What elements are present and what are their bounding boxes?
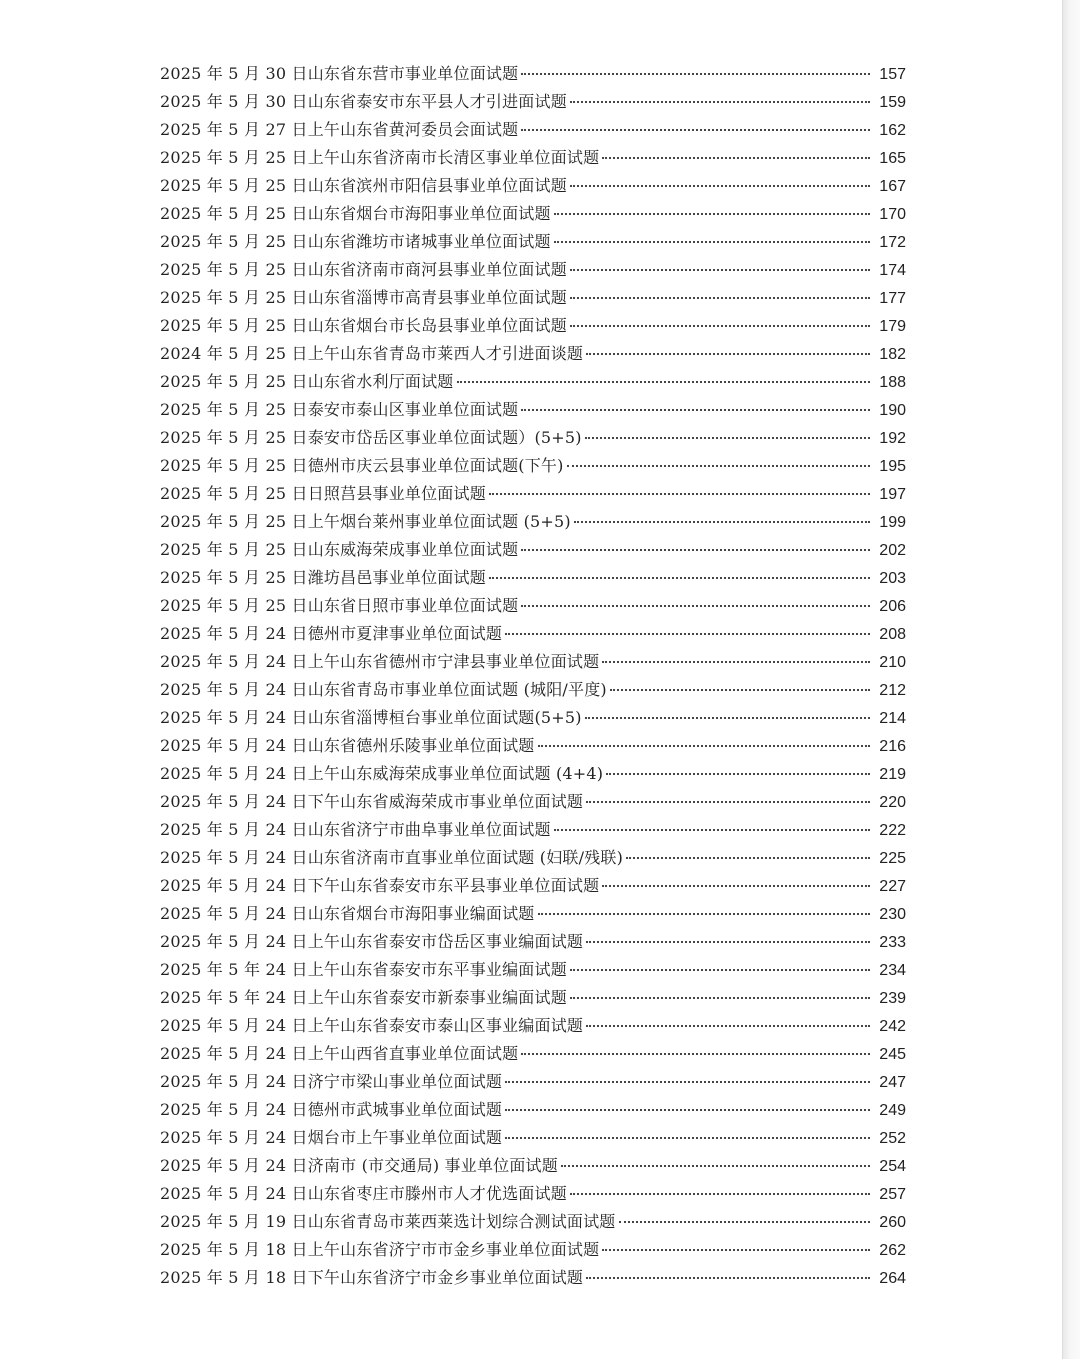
toc-dot-leader	[554, 829, 870, 831]
toc-entry-title: 2025 年 5 月 24 日山东省德州乐陵事业单位面试题	[160, 736, 535, 755]
toc-entry	[160, 284, 906, 312]
toc-dot-leader	[538, 913, 871, 915]
toc-dot-leader	[554, 213, 870, 215]
toc-dot-leader	[602, 157, 870, 159]
toc-entry-title: 2025 年 5 年 24 日上午山东省泰安市东平事业编面试题	[160, 960, 567, 979]
toc-entry-page-number: 214	[879, 710, 906, 727]
toc-entry	[160, 1012, 906, 1040]
toc-entry-page-number: 260	[879, 1214, 906, 1231]
toc-entry-title: 2025 年 5 月 25 日泰安市泰山区事业单位面试题	[160, 400, 519, 419]
toc-dot-leader	[626, 857, 870, 859]
toc-dot-leader	[586, 941, 870, 943]
toc-entry-title: 2025 年 5 月 25 日泰安市岱岳区事业单位面试题）(5+5)	[160, 428, 582, 447]
toc-entry-page-number: 230	[879, 906, 906, 923]
toc-entry-page-number: 262	[879, 1242, 906, 1259]
toc-entry-title: 2025 年 5 月 24 日上午山东威海荣成事业单位面试题 (4+4)	[160, 764, 604, 783]
toc-dot-leader	[538, 745, 871, 747]
toc-entry-page-number: 242	[879, 1018, 906, 1035]
toc-entry	[160, 788, 906, 816]
toc-entry	[160, 900, 906, 928]
toc-dot-leader	[570, 997, 870, 999]
toc-dot-leader	[574, 521, 870, 523]
toc-entry-page-number: 264	[879, 1270, 906, 1287]
toc-entry-title: 2025 年 5 月 25 日山东省日照市事业单位面试题	[160, 596, 519, 615]
toc-entry	[160, 984, 906, 1012]
toc-entry-page-number: 182	[879, 346, 906, 363]
toc-entry	[160, 760, 906, 788]
toc-dot-leader	[570, 969, 870, 971]
toc-entry-title: 2025 年 5 月 25 日德州市庆云县事业单位面试题(下午)	[160, 456, 564, 475]
toc-entry-page-number: 227	[879, 878, 906, 895]
toc-entry-title: 2025 年 5 月 25 日山东省烟台市海阳事业单位面试题	[160, 204, 551, 223]
toc-entry-title: 2025 年 5 月 25 日山东威海荣成事业单位面试题	[160, 540, 519, 559]
toc-entry-title: 2025 年 5 月 25 日山东省潍坊市诸城事业单位面试题	[160, 232, 551, 251]
toc-entry	[160, 620, 906, 648]
toc-entry-title: 2025 年 5 月 24 日济南市 (市交通局) 事业单位面试题	[160, 1156, 558, 1175]
toc-dot-leader	[602, 661, 870, 663]
toc-entry-page-number: 249	[879, 1102, 906, 1119]
toc-entry-page-number: 257	[879, 1186, 906, 1203]
toc-dot-leader	[586, 1277, 870, 1279]
toc-entry-title: 2025 年 5 月 24 日山东省济南市直事业单位面试题 (妇联/残联)	[160, 848, 624, 867]
toc-dot-leader	[521, 409, 870, 411]
toc-entry-title: 2025 年 5 月 24 日上午山东省泰安市岱岳区事业编面试题	[160, 932, 584, 951]
toc-entry-title: 2025 年 5 月 24 日烟台市上午事业单位面试题	[160, 1128, 503, 1147]
page-edge-shadow	[1062, 0, 1080, 1359]
toc-entry-page-number: 170	[879, 206, 906, 223]
toc-entry-page-number: 206	[879, 598, 906, 615]
toc-entry-page-number: 225	[879, 850, 906, 867]
toc-entry-title: 2025 年 5 月 25 日日照莒县事业单位面试题	[160, 484, 486, 503]
toc-entry-title: 2025 年 5 月 24 日山东省烟台市海阳事业编面试题	[160, 904, 535, 923]
toc-entry	[160, 564, 906, 592]
toc-entry-page-number: 239	[879, 990, 906, 1007]
toc-entry-page-number: 245	[879, 1046, 906, 1063]
toc-entry-page-number: 192	[879, 430, 906, 447]
toc-dot-leader	[586, 1025, 870, 1027]
toc-entry-title: 2025 年 5 月 24 日上午山东省德州市宁津县事业单位面试题	[160, 652, 600, 671]
toc-entry-title: 2025 年 5 月 24 日上午山东省泰安市泰山区事业编面试题	[160, 1016, 584, 1035]
toc-entry-page-number: 208	[879, 626, 906, 643]
toc-entry	[160, 1180, 906, 1208]
toc-entry	[160, 172, 906, 200]
toc-entry-title: 2025 年 5 月 25 日山东省滨州市阳信县事业单位面试题	[160, 176, 567, 195]
toc-entry-title: 2025 年 5 月 24 日山东省济宁市曲阜事业单位面试题	[160, 820, 551, 839]
toc-entry	[160, 704, 906, 732]
toc-entry	[160, 1236, 906, 1264]
toc-entry	[160, 1096, 906, 1124]
toc-entry-page-number: 157	[879, 66, 906, 83]
toc-entry-page-number: 222	[879, 822, 906, 839]
toc-entry	[160, 424, 906, 452]
toc-entry	[160, 368, 906, 396]
toc-dot-leader	[570, 297, 870, 299]
toc-entry-title: 2025 年 5 月 24 日上午山西省直事业单位面试题	[160, 1044, 519, 1063]
toc-entry-title: 2025 年 5 月 24 日山东省淄博桓台事业单位面试题(5+5)	[160, 708, 582, 727]
toc-dot-leader	[606, 773, 870, 775]
toc-entry	[160, 396, 906, 424]
toc-entry-page-number: 254	[879, 1158, 906, 1175]
toc-dot-leader	[489, 577, 870, 579]
toc-entry	[160, 256, 906, 284]
toc-dot-leader	[570, 185, 870, 187]
toc-entry-title: 2025 年 5 月 24 日下午山东省威海荣成市事业单位面试题	[160, 792, 584, 811]
toc-entry	[160, 592, 906, 620]
toc-dot-leader	[585, 717, 870, 719]
toc-entry	[160, 228, 906, 256]
toc-entry	[160, 1208, 906, 1236]
toc-entry-page-number: 247	[879, 1074, 906, 1091]
toc-entry	[160, 480, 906, 508]
toc-dot-leader	[521, 1053, 870, 1055]
toc-dot-leader	[489, 493, 870, 495]
toc-dot-leader	[554, 241, 870, 243]
toc-entry-page-number: 167	[879, 178, 906, 195]
toc-dot-leader	[521, 129, 870, 131]
toc-entry-page-number: 188	[879, 374, 906, 391]
toc-entry	[160, 1264, 906, 1292]
toc-entry	[160, 648, 906, 676]
toc-entry-page-number: 203	[879, 570, 906, 587]
toc-entry-title: 2025 年 5 月 25 日山东省烟台市长岛县事业单位面试题	[160, 316, 567, 335]
toc-entry	[160, 312, 906, 340]
toc-dot-leader	[505, 1081, 870, 1083]
toc-entry-page-number: 159	[879, 94, 906, 111]
toc-dot-leader	[610, 689, 870, 691]
toc-entry-page-number: 197	[879, 486, 906, 503]
toc-entry-page-number: 252	[879, 1130, 906, 1147]
toc-dot-leader	[570, 269, 870, 271]
toc-entry-page-number: 234	[879, 962, 906, 979]
toc-dot-leader	[570, 101, 870, 103]
toc-entry-page-number: 233	[879, 934, 906, 951]
toc-entry-title: 2025 年 5 月 18 日上午山东省济宁市市金乡事业单位面试题	[160, 1240, 600, 1259]
toc-entry	[160, 1040, 906, 1068]
toc-entry-page-number: 165	[879, 150, 906, 167]
toc-dot-leader	[521, 605, 870, 607]
toc-entry	[160, 1068, 906, 1096]
toc-dot-leader	[567, 465, 870, 467]
toc-entry	[160, 872, 906, 900]
toc-entry-page-number: 195	[879, 458, 906, 475]
toc-entry-title: 2025 年 5 月 25 日上午烟台莱州事业单位面试题 (5+5)	[160, 512, 571, 531]
toc-entry-title: 2025 年 5 月 24 日下午山东省泰安市东平县事业单位面试题	[160, 876, 600, 895]
table-of-contents	[160, 60, 906, 1292]
toc-dot-leader	[602, 885, 870, 887]
toc-entry-title: 2025 年 5 月 25 日上午山东省济南市长清区事业单位面试题	[160, 148, 600, 167]
toc-entry	[160, 200, 906, 228]
toc-dot-leader	[585, 437, 870, 439]
toc-entry-page-number: 210	[879, 654, 906, 671]
toc-entry	[160, 340, 906, 368]
toc-entry-page-number: 216	[879, 738, 906, 755]
toc-dot-leader	[602, 1249, 870, 1251]
toc-entry-title: 2025 年 5 月 30 日山东省泰安市东平县人才引进面试题	[160, 92, 567, 111]
toc-entry-title: 2025 年 5 月 25 日山东省济南市商河县事业单位面试题	[160, 260, 567, 279]
toc-entry-title: 2025 年 5 月 24 日山东省枣庄市滕州市人才优选面试题	[160, 1184, 567, 1203]
toc-dot-leader	[619, 1221, 871, 1223]
toc-dot-leader	[521, 73, 870, 75]
toc-dot-leader	[505, 633, 870, 635]
toc-entry	[160, 1124, 906, 1152]
toc-entry-page-number: 162	[879, 122, 906, 139]
toc-entry	[160, 1152, 906, 1180]
toc-entry	[160, 928, 906, 956]
toc-entry	[160, 536, 906, 564]
toc-entry-page-number: 190	[879, 402, 906, 419]
toc-entry-title: 2025 年 5 月 24 日山东省青岛市事业单位面试题 (城阳/平度)	[160, 680, 607, 699]
toc-entry	[160, 88, 906, 116]
toc-dot-leader	[505, 1109, 870, 1111]
toc-entry	[160, 844, 906, 872]
toc-entry-title: 2025 年 5 月 25 日山东省淄博市高青县事业单位面试题	[160, 288, 567, 307]
toc-entry	[160, 452, 906, 480]
toc-dot-leader	[586, 801, 870, 803]
toc-entry	[160, 144, 906, 172]
toc-entry-title: 2025 年 5 月 25 日潍坊昌邑事业单位面试题	[160, 568, 486, 587]
toc-dot-leader	[570, 325, 870, 327]
toc-entry-title: 2025 年 5 月 25 日山东省水利厅面试题	[160, 372, 454, 391]
toc-entry-page-number: 212	[879, 682, 906, 699]
toc-entry	[160, 60, 906, 88]
toc-entry-title: 2024 年 5 月 25 日上午山东省青岛市莱西人才引进面谈题	[160, 344, 584, 363]
toc-entry-page-number: 219	[879, 766, 906, 783]
toc-entry-page-number: 172	[879, 234, 906, 251]
toc-dot-leader	[561, 1165, 870, 1167]
toc-dot-leader	[586, 353, 870, 355]
toc-entry	[160, 116, 906, 144]
toc-entry-title: 2025 年 5 月 24 日济宁市梁山事业单位面试题	[160, 1072, 503, 1091]
toc-entry-page-number: 174	[879, 262, 906, 279]
toc-entry-page-number: 177	[879, 290, 906, 307]
toc-entry-title: 2025 年 5 月 24 日德州市夏津事业单位面试题	[160, 624, 503, 643]
toc-dot-leader	[505, 1137, 870, 1139]
toc-entry-title: 2025 年 5 月 19 日山东省青岛市莱西莱选计划综合测试面试题	[160, 1212, 616, 1231]
toc-dot-leader	[457, 381, 871, 383]
toc-entry-page-number: 199	[879, 514, 906, 531]
toc-entry	[160, 956, 906, 984]
toc-entry	[160, 676, 906, 704]
toc-entry-title: 2025 年 5 月 30 日山东省东营市事业单位面试题	[160, 64, 519, 83]
toc-entry-title: 2025 年 5 年 24 日上午山东省泰安市新泰事业编面试题	[160, 988, 567, 1007]
toc-entry-page-number: 220	[879, 794, 906, 811]
toc-entry	[160, 816, 906, 844]
toc-entry-page-number: 179	[879, 318, 906, 335]
toc-dot-leader	[521, 549, 870, 551]
toc-entry-title: 2025 年 5 月 18 日下午山东省济宁市金乡事业单位面试题	[160, 1268, 584, 1287]
toc-entry-page-number: 202	[879, 542, 906, 559]
toc-entry-title: 2025 年 5 月 24 日德州市武城事业单位面试题	[160, 1100, 503, 1119]
toc-dot-leader	[570, 1193, 870, 1195]
toc-entry	[160, 732, 906, 760]
toc-entry-title: 2025 年 5 月 27 日上午山东省黄河委员会面试题	[160, 120, 519, 139]
toc-entry	[160, 508, 906, 536]
